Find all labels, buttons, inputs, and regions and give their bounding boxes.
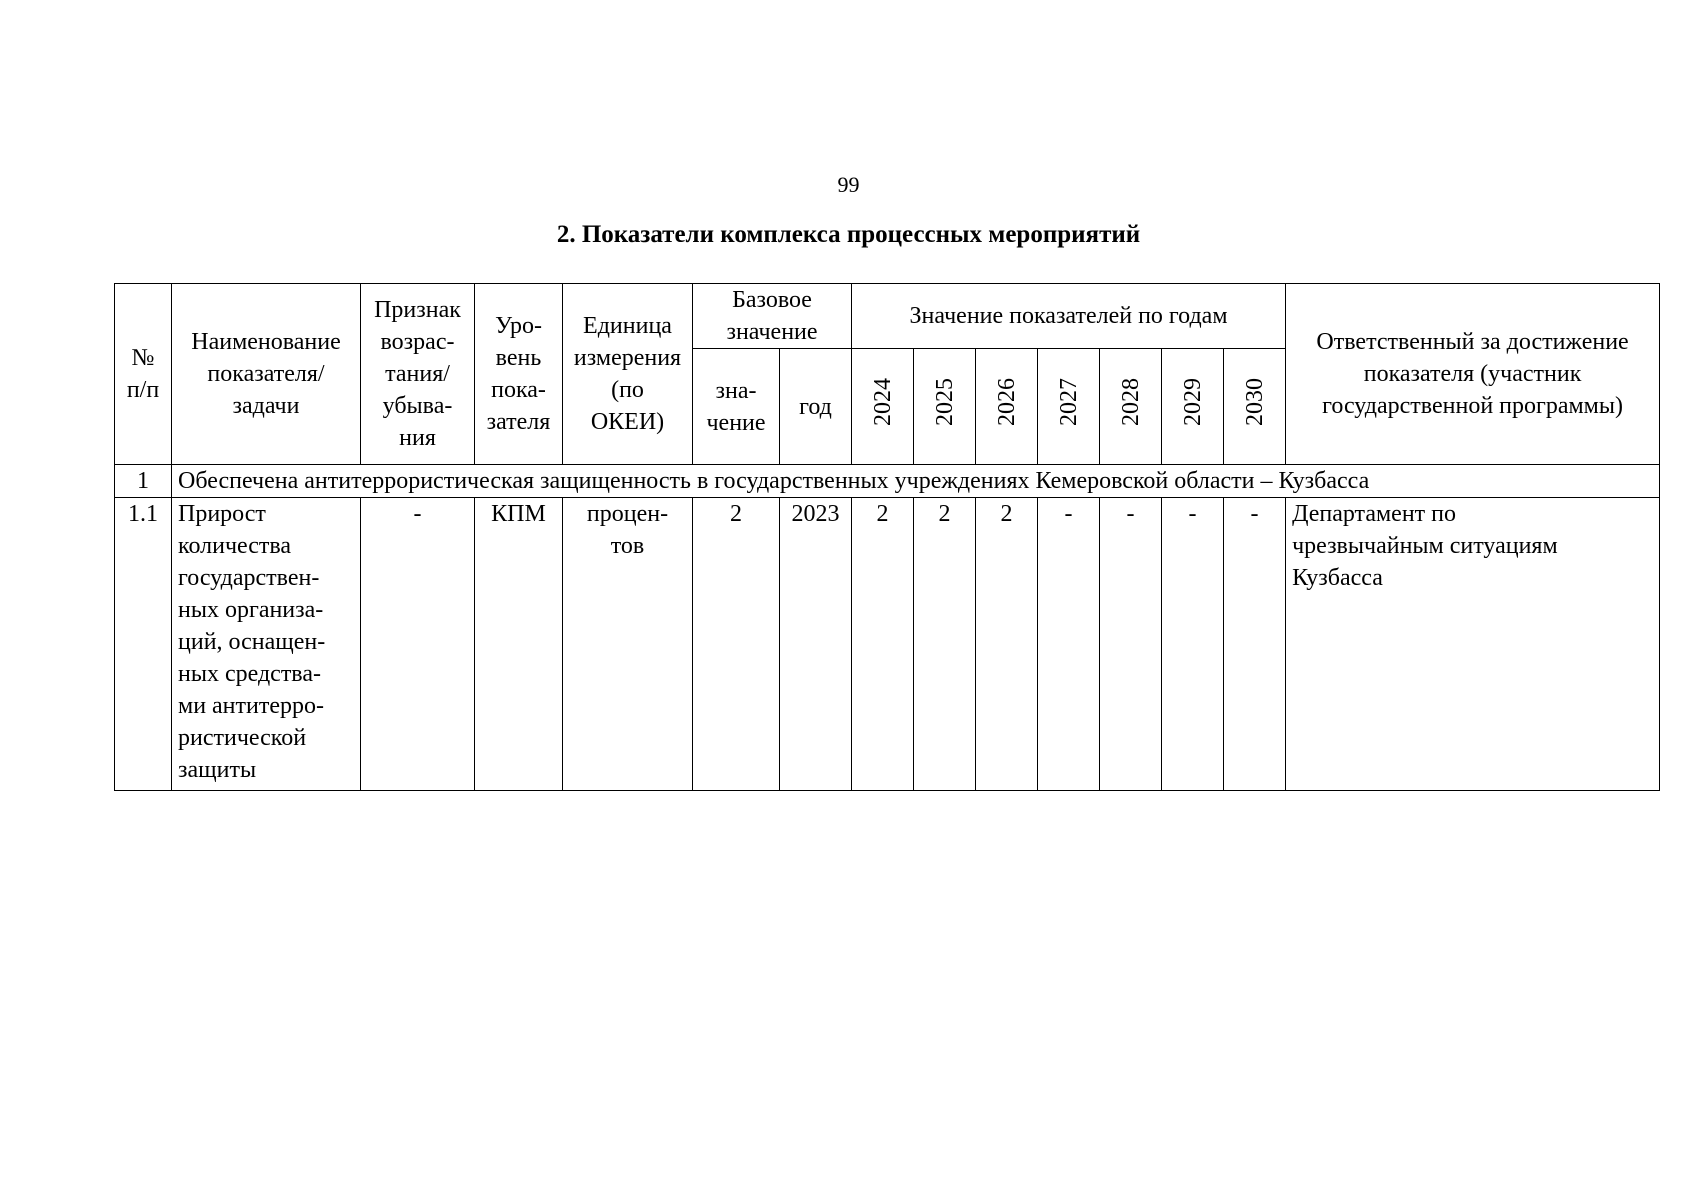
- row-value-2026: 2: [976, 498, 1038, 791]
- header-responsible: Ответственный за достижение показателя (участник государственной программы): [1286, 284, 1660, 465]
- header-name: Наименование показателя/ задачи: [172, 284, 361, 465]
- header-unit: Единица измерения (по ОКЕИ): [563, 284, 693, 465]
- header-year-2026: 2026: [976, 349, 1038, 465]
- header-year-2029: 2029: [1162, 349, 1224, 465]
- row-num: 1.1: [115, 498, 172, 791]
- row-value-2024: 2: [852, 498, 914, 791]
- row-value-2025: 2: [914, 498, 976, 791]
- row-indicator-name: Прирост количества государствен- ных организа- ций, оснащен- ных средства- ми антитерро- ристической защиты: [172, 498, 361, 791]
- header-year-2027: 2027: [1038, 349, 1100, 465]
- header-year-2024: 2024: [852, 349, 914, 465]
- header-year-2025: 2025: [914, 349, 976, 465]
- header-level: Уро- вень пока- зателя: [475, 284, 563, 465]
- header-base: Базовое значение: [693, 284, 852, 349]
- header-years-group: Значение показателей по годам: [852, 284, 1286, 349]
- section-title: Обеспечена антитеррористическая защищенность в государственных учреждениях Кемеровской области – Кузбасса: [172, 465, 1660, 498]
- row-value-2030: -: [1224, 498, 1286, 791]
- header-num: № п/п: [115, 284, 172, 465]
- row-level: КПМ: [475, 498, 563, 791]
- row-responsible: Департамент по чрезвычайным ситуациям Кузбасса: [1286, 498, 1660, 791]
- header-year-2028: 2028: [1100, 349, 1162, 465]
- section-row: [115, 465, 1660, 498]
- header-sign: Признак возрас- тания/ убыва- ния: [361, 284, 475, 465]
- header-base-value: зна- чение: [693, 349, 780, 465]
- indicators-table: [114, 283, 1660, 791]
- header-year-2030: 2030: [1224, 349, 1286, 465]
- row-value-2027: -: [1038, 498, 1100, 791]
- row-unit: процен- тов: [563, 498, 693, 791]
- table-row: [115, 498, 1660, 791]
- row-sign: -: [361, 498, 475, 791]
- row-base-value: 2: [693, 498, 780, 791]
- section-num: 1: [115, 465, 172, 498]
- page-title: 2. Показатели комплекса процессных мероприятий: [556, 221, 1141, 248]
- header-base-year: год: [780, 349, 852, 465]
- header-row-1: [115, 284, 1660, 349]
- page-number: 99: [837, 172, 860, 197]
- row-value-2029: -: [1162, 498, 1224, 791]
- row-value-2028: -: [1100, 498, 1162, 791]
- row-base-year: 2023: [780, 498, 852, 791]
